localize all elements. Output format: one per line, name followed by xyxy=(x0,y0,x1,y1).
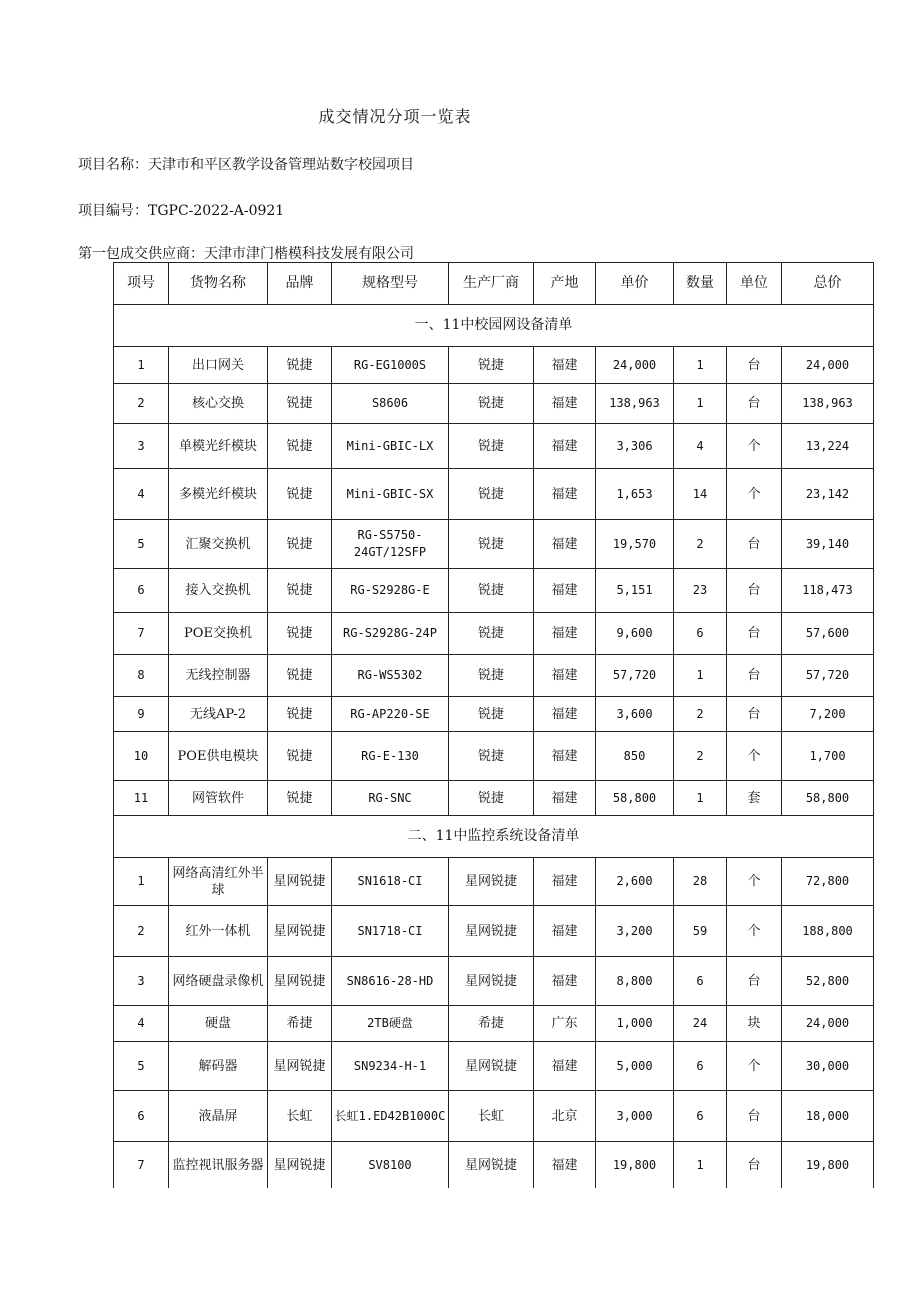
table-cell: 7 xyxy=(114,613,169,655)
table-cell: 7 xyxy=(114,1142,169,1189)
table-cell: 福建 xyxy=(534,858,596,906)
table-cell: 24,000 xyxy=(596,347,674,384)
section-title: 二、11中监控系统设备清单 xyxy=(114,816,874,858)
table-cell: 1 xyxy=(114,347,169,384)
table-cell: 核心交换 xyxy=(169,384,268,424)
header-cell: 单价 xyxy=(596,263,674,305)
table-row xyxy=(114,781,874,816)
table-cell: 福建 xyxy=(534,1042,596,1091)
table-cell: 锐捷 xyxy=(268,781,332,816)
table-cell: 个 xyxy=(727,858,782,906)
table-cell: 锐捷 xyxy=(449,613,534,655)
table-cell: 广东 xyxy=(534,1006,596,1042)
table-cell: SN8616-28-HD xyxy=(332,957,449,1006)
table-cell: 138,963 xyxy=(596,384,674,424)
table-cell: 57,720 xyxy=(782,655,874,697)
header-cell: 规格型号 xyxy=(332,263,449,305)
table-row xyxy=(114,906,874,957)
table-cell: 1 xyxy=(674,781,727,816)
table-cell: 1 xyxy=(674,384,727,424)
table-cell: 长虹 xyxy=(449,1091,534,1142)
header-cell: 总价 xyxy=(782,263,874,305)
table-cell: 星网锐捷 xyxy=(268,906,332,957)
table-cell: 锐捷 xyxy=(449,732,534,781)
table-cell: 红外一体机 xyxy=(169,906,268,957)
table-cell: 5,000 xyxy=(596,1042,674,1091)
table-cell: 锐捷 xyxy=(268,655,332,697)
table-cell: POE交换机 xyxy=(169,613,268,655)
table-cell: 希捷 xyxy=(449,1006,534,1042)
table-cell: 3,000 xyxy=(596,1091,674,1142)
table-cell: 锐捷 xyxy=(268,613,332,655)
table-cell: 锐捷 xyxy=(449,655,534,697)
table-cell: 台 xyxy=(727,697,782,732)
table-cell: 24,000 xyxy=(782,1006,874,1042)
table-cell: 锐捷 xyxy=(268,520,332,569)
table-cell: 网管软件 xyxy=(169,781,268,816)
project-number: 项目编号：TGPC-2022-A-0921 xyxy=(78,203,285,219)
table-cell: 72,800 xyxy=(782,858,874,906)
table-cell: 2 xyxy=(674,732,727,781)
table-cell: 6 xyxy=(674,613,727,655)
table-cell: 6 xyxy=(674,1091,727,1142)
table-cell: 监控视讯服务器 xyxy=(169,1142,268,1189)
table-cell: 台 xyxy=(727,520,782,569)
table-cell: 57,720 xyxy=(596,655,674,697)
table-cell: 福建 xyxy=(534,469,596,520)
table-cell: 台 xyxy=(727,1091,782,1142)
table-cell: 液晶屏 xyxy=(169,1091,268,1142)
table-cell: 锐捷 xyxy=(449,347,534,384)
table-row xyxy=(114,1091,874,1142)
table-row xyxy=(114,1006,874,1042)
table-row xyxy=(114,613,874,655)
table-cell: 接入交换机 xyxy=(169,569,268,613)
table-cell: 福建 xyxy=(534,957,596,1006)
table-cell: 2TB硬盘 xyxy=(332,1006,449,1042)
table-cell: 7,200 xyxy=(782,697,874,732)
table-cell: 福建 xyxy=(534,906,596,957)
table-cell: 2 xyxy=(674,697,727,732)
table-cell: 星网锐捷 xyxy=(268,858,332,906)
table-cell: 锐捷 xyxy=(268,347,332,384)
table-cell: SN9234-H-1 xyxy=(332,1042,449,1091)
table-row xyxy=(114,347,874,384)
table-cell: 福建 xyxy=(534,520,596,569)
table-cell: 福建 xyxy=(534,1142,596,1189)
table-cell: Mini-GBIC-LX xyxy=(332,424,449,469)
table-cell: 3,306 xyxy=(596,424,674,469)
table-cell: 锐捷 xyxy=(449,520,534,569)
table-cell: 台 xyxy=(727,957,782,1006)
table-cell: 福建 xyxy=(534,732,596,781)
table-cell: 台 xyxy=(727,347,782,384)
table-cell: 1,653 xyxy=(596,469,674,520)
table-cell: 1 xyxy=(674,1142,727,1189)
table-cell: 1,000 xyxy=(596,1006,674,1042)
table-cell: RG-S5750-24GT/12SFP xyxy=(332,520,449,569)
table-cell: 58,800 xyxy=(596,781,674,816)
table-cell: 2 xyxy=(114,384,169,424)
items-table xyxy=(113,262,874,1188)
table-cell: 台 xyxy=(727,613,782,655)
table-cell: 188,800 xyxy=(782,906,874,957)
table-cell: 3 xyxy=(114,957,169,1006)
table-cell: 台 xyxy=(727,569,782,613)
table-cell: 9 xyxy=(114,697,169,732)
table-cell: 福建 xyxy=(534,655,596,697)
table-cell: 个 xyxy=(727,906,782,957)
table-cell: 10 xyxy=(114,732,169,781)
header-cell: 单位 xyxy=(727,263,782,305)
table-row xyxy=(114,520,874,569)
table-cell: RG-AP220-SE xyxy=(332,697,449,732)
table-cell: 锐捷 xyxy=(268,697,332,732)
table-cell: 无线AP-2 xyxy=(169,697,268,732)
table-cell: 13,224 xyxy=(782,424,874,469)
table-cell: 23,142 xyxy=(782,469,874,520)
table-row xyxy=(114,697,874,732)
table-row xyxy=(114,957,874,1006)
header-cell: 数量 xyxy=(674,263,727,305)
header-cell: 生产厂商 xyxy=(449,263,534,305)
table-cell: 8,800 xyxy=(596,957,674,1006)
table-cell: 福建 xyxy=(534,347,596,384)
table-cell: RG-EG1000S xyxy=(332,347,449,384)
table-cell: 58,800 xyxy=(782,781,874,816)
table-cell: 52,800 xyxy=(782,957,874,1006)
table-cell: 块 xyxy=(727,1006,782,1042)
table-cell: 118,473 xyxy=(782,569,874,613)
table-cell: 台 xyxy=(727,1142,782,1189)
table-cell: 2 xyxy=(114,906,169,957)
table-cell: 星网锐捷 xyxy=(449,1142,534,1189)
table-row xyxy=(114,424,874,469)
header-cell: 产地 xyxy=(534,263,596,305)
table-cell: 19,800 xyxy=(596,1142,674,1189)
table-cell: 锐捷 xyxy=(449,469,534,520)
table-cell: RG-WS5302 xyxy=(332,655,449,697)
table-cell: 28 xyxy=(674,858,727,906)
table-row xyxy=(114,858,874,906)
header-cell: 品牌 xyxy=(268,263,332,305)
table-cell: 希捷 xyxy=(268,1006,332,1042)
table-cell: 北京 xyxy=(534,1091,596,1142)
table-cell: 星网锐捷 xyxy=(449,957,534,1006)
table-cell: 福建 xyxy=(534,781,596,816)
supplier-name: 第一包成交供应商：天津市津门楷模科技发展有限公司 xyxy=(78,246,414,262)
table-cell: 星网锐捷 xyxy=(449,858,534,906)
table-cell: 无线控制器 xyxy=(169,655,268,697)
header-cell: 项号 xyxy=(114,263,169,305)
table-cell: 个 xyxy=(727,424,782,469)
table-cell: 福建 xyxy=(534,569,596,613)
section-row xyxy=(114,305,874,347)
table-cell: 星网锐捷 xyxy=(449,906,534,957)
table-cell: 台 xyxy=(727,384,782,424)
table-cell: 锐捷 xyxy=(449,384,534,424)
table-cell: 锐捷 xyxy=(268,732,332,781)
table-cell: 8 xyxy=(114,655,169,697)
table-cell: 锐捷 xyxy=(268,469,332,520)
table-cell: 4 xyxy=(674,424,727,469)
table-row xyxy=(114,1142,874,1189)
table-cell: 4 xyxy=(114,469,169,520)
table-cell: 星网锐捷 xyxy=(449,1042,534,1091)
table-cell: 6 xyxy=(114,1091,169,1142)
table-cell: 3 xyxy=(114,424,169,469)
table-cell: 解码器 xyxy=(169,1042,268,1091)
table-cell: 23 xyxy=(674,569,727,613)
table-cell: Mini-GBIC-SX xyxy=(332,469,449,520)
table-cell: 锐捷 xyxy=(268,424,332,469)
table-row xyxy=(114,469,874,520)
table-row xyxy=(114,569,874,613)
table-cell: 4 xyxy=(114,1006,169,1042)
table-cell: RG-E-130 xyxy=(332,732,449,781)
table-cell: 18,000 xyxy=(782,1091,874,1142)
table-cell: 19,570 xyxy=(596,520,674,569)
section-row xyxy=(114,816,874,858)
table-cell: 长虹 xyxy=(268,1091,332,1142)
table-cell: 39,140 xyxy=(782,520,874,569)
table-cell: 单模光纤模块 xyxy=(169,424,268,469)
table-cell: 2,600 xyxy=(596,858,674,906)
table-cell: 30,000 xyxy=(782,1042,874,1091)
table-row xyxy=(114,1042,874,1091)
table-cell: 2 xyxy=(674,520,727,569)
table-row xyxy=(114,384,874,424)
table-cell: 锐捷 xyxy=(268,384,332,424)
table-cell: 锐捷 xyxy=(449,697,534,732)
table-cell: 3,200 xyxy=(596,906,674,957)
section-title: 一、11中校园网设备清单 xyxy=(114,305,874,347)
table-row xyxy=(114,732,874,781)
table-cell: RG-SNC xyxy=(332,781,449,816)
table-cell: 福建 xyxy=(534,697,596,732)
table-cell: 14 xyxy=(674,469,727,520)
table-cell: 星网锐捷 xyxy=(268,1142,332,1189)
table-cell: 6 xyxy=(674,957,727,1006)
table-cell: S8606 xyxy=(332,384,449,424)
table-cell: 24 xyxy=(674,1006,727,1042)
table-cell: 24,000 xyxy=(782,347,874,384)
table-cell: 1 xyxy=(674,347,727,384)
table-cell: 福建 xyxy=(534,613,596,655)
table-cell: 个 xyxy=(727,1042,782,1091)
table-cell: 850 xyxy=(596,732,674,781)
table-cell: 套 xyxy=(727,781,782,816)
table-cell: 9,600 xyxy=(596,613,674,655)
table-cell: 多模光纤模块 xyxy=(169,469,268,520)
table-cell: 5,151 xyxy=(596,569,674,613)
table-cell: SN1618-CI xyxy=(332,858,449,906)
table-cell: 网络高清红外半球 xyxy=(169,858,268,906)
table-cell: 19,800 xyxy=(782,1142,874,1189)
table-cell: 锐捷 xyxy=(449,569,534,613)
table-cell: POE供电模块 xyxy=(169,732,268,781)
table-cell: 个 xyxy=(727,732,782,781)
project-name: 项目名称：天津市和平区教学设备管理站数字校园项目 xyxy=(78,157,414,173)
table-cell: 3,600 xyxy=(596,697,674,732)
table-cell: 星网锐捷 xyxy=(268,957,332,1006)
table-cell: 59 xyxy=(674,906,727,957)
table-cell: 锐捷 xyxy=(268,569,332,613)
table-cell: 汇聚交换机 xyxy=(169,520,268,569)
header-cell: 货物名称 xyxy=(169,263,268,305)
table-cell: 台 xyxy=(727,655,782,697)
table-cell: 11 xyxy=(114,781,169,816)
table-cell: 星网锐捷 xyxy=(268,1042,332,1091)
table-cell: 出口网关 xyxy=(169,347,268,384)
table-cell: SN1718-CI xyxy=(332,906,449,957)
table-cell: 硬盘 xyxy=(169,1006,268,1042)
table-cell: 57,600 xyxy=(782,613,874,655)
table-cell: 5 xyxy=(114,1042,169,1091)
table-cell: RG-S2928G-E xyxy=(332,569,449,613)
table-cell: RG-S2928G-24P xyxy=(332,613,449,655)
table-cell: 长虹1.ED42B1000C xyxy=(332,1091,449,1142)
table-cell: 锐捷 xyxy=(449,781,534,816)
table-cell: 1,700 xyxy=(782,732,874,781)
table-cell: 锐捷 xyxy=(449,424,534,469)
table-cell: SV8100 xyxy=(332,1142,449,1189)
table-cell: 1 xyxy=(114,858,169,906)
page-title: 成交情况分项一览表 xyxy=(318,107,472,126)
table-cell: 6 xyxy=(674,1042,727,1091)
table-cell: 6 xyxy=(114,569,169,613)
table-cell: 福建 xyxy=(534,384,596,424)
table-cell: 1 xyxy=(674,655,727,697)
table-cell: 138,963 xyxy=(782,384,874,424)
table-cell: 网络硬盘录像机 xyxy=(169,957,268,1006)
table-cell: 福建 xyxy=(534,424,596,469)
table-header-row xyxy=(114,263,874,305)
table-row xyxy=(114,655,874,697)
table-cell: 5 xyxy=(114,520,169,569)
table-cell: 个 xyxy=(727,469,782,520)
